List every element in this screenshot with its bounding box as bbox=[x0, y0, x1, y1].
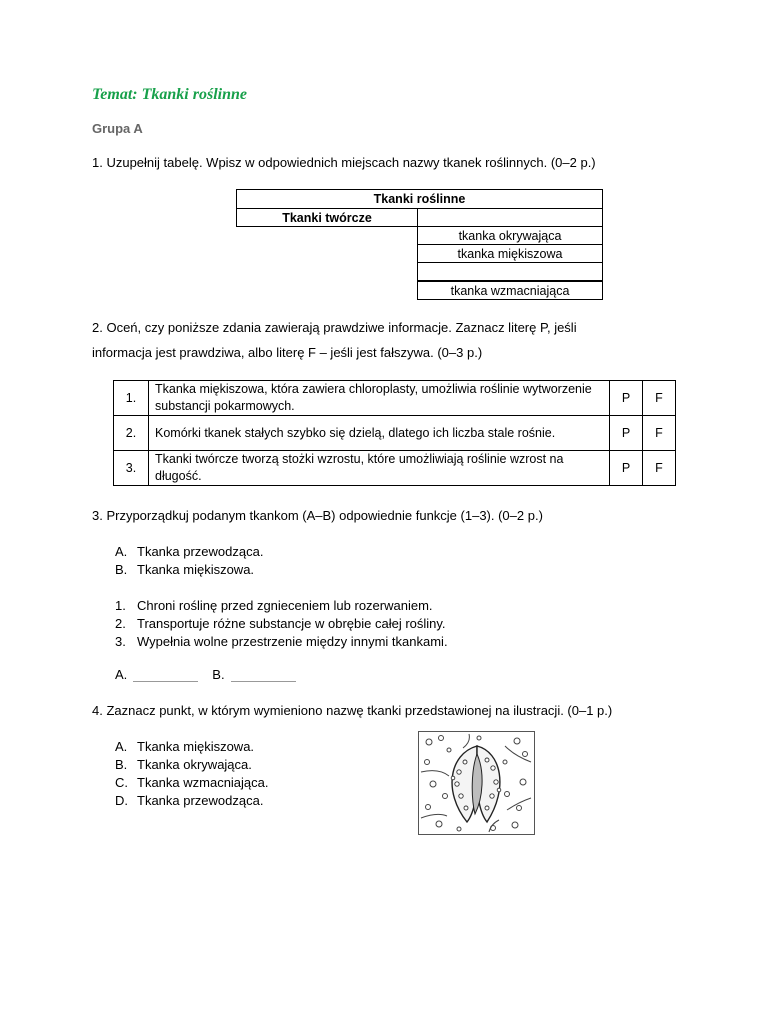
blank-b-field[interactable] bbox=[231, 669, 296, 682]
true-false-table bbox=[113, 380, 676, 486]
answer-option[interactable]: A. Tkanka miękiszowa. bbox=[115, 739, 255, 754]
blank-a-field[interactable] bbox=[133, 669, 198, 682]
table-row bbox=[114, 416, 676, 451]
answer-blanks bbox=[115, 667, 296, 682]
list-item: 1. Chroni roślinę przed zgnieceniem lub rozerwaniem. bbox=[115, 598, 433, 613]
table-row: tkanka miękiszowa bbox=[417, 244, 603, 263]
functions-list bbox=[115, 597, 448, 651]
statement-text: Tkanka miękiszowa, która zawiera chloroplasty, umożliwia roślinie wytworzenie substancji pokarmowych. bbox=[149, 381, 610, 416]
row-number: 1. bbox=[114, 381, 149, 416]
blank-b-label: B. bbox=[212, 667, 225, 682]
question-2-text-line1: 2. Oceń, czy poniższe zdania zawierają prawdziwe informacje. Zaznacz literę P, jeśli bbox=[92, 320, 577, 335]
table-row: tkanka okrywająca bbox=[417, 226, 603, 245]
answer-option[interactable]: D. Tkanka przewodząca. bbox=[115, 793, 264, 808]
true-option[interactable]: P bbox=[610, 381, 643, 416]
statement-text: Komórki tkanek stałych szybko się dzielą, dlatego ich liczba stale rośnie. bbox=[149, 416, 610, 451]
page-title: Temat: Tkanki roślinne bbox=[92, 86, 247, 103]
table-left-heading: Tkanki twórcze bbox=[236, 208, 418, 227]
table-row-blank[interactable] bbox=[417, 262, 603, 281]
statement-text: Tkanki twórcze tworzą stożki wzrostu, które umożliwiają roślinie wzrost na długość. bbox=[149, 451, 610, 486]
list-item: 2. Transportuje różne substancje w obrębie całej rośliny. bbox=[115, 616, 446, 631]
list-item: B. Tkanka miękiszowa. bbox=[115, 562, 255, 577]
false-option[interactable]: F bbox=[643, 416, 676, 451]
question-1-text: 1. Uzupełnij tabelę. Wpisz w odpowiednich miejscach nazwy tkanek roślinnych. (0–2 p.) bbox=[92, 155, 596, 170]
group-label: Grupa A bbox=[92, 121, 143, 136]
answer-option[interactable]: C. Tkanka wzmacniająca. bbox=[115, 775, 269, 790]
false-option[interactable]: F bbox=[643, 451, 676, 486]
table-row: tkanka wzmacniająca bbox=[417, 281, 603, 300]
table-row bbox=[114, 381, 676, 416]
table-header: Tkanki roślinne bbox=[236, 189, 603, 209]
table-row-blank[interactable] bbox=[417, 208, 603, 227]
true-option[interactable]: P bbox=[610, 451, 643, 486]
row-number: 3. bbox=[114, 451, 149, 486]
true-option[interactable]: P bbox=[610, 416, 643, 451]
row-number: 2. bbox=[114, 416, 149, 451]
list-item: A. Tkanka przewodząca. bbox=[115, 544, 264, 559]
answer-options-list bbox=[115, 738, 269, 810]
table-row bbox=[114, 451, 676, 486]
list-item: 3. Wypełnia wolne przestrzenie między innymi tkankami. bbox=[115, 634, 448, 649]
blank-a-label: A. bbox=[115, 667, 128, 682]
stoma-illustration bbox=[418, 731, 535, 835]
false-option[interactable]: F bbox=[643, 381, 676, 416]
answer-option[interactable]: B. Tkanka okrywająca. bbox=[115, 757, 252, 772]
tissue-options-list bbox=[115, 543, 263, 579]
stoma-drawing-icon bbox=[419, 732, 534, 834]
question-2-text-line2: informacja jest prawdziwa, albo literę F – jeśli jest fałszywa. (0–3 p.) bbox=[92, 345, 483, 360]
question-3-text: 3. Przyporządkuj podanym tkankom (A–B) odpowiednie funkcje (1–3). (0–2 p.) bbox=[92, 508, 543, 523]
question-4-text: 4. Zaznacz punkt, w którym wymieniono nazwę tkanki przedstawionej na ilustracji. (0–1 p.) bbox=[92, 703, 613, 718]
